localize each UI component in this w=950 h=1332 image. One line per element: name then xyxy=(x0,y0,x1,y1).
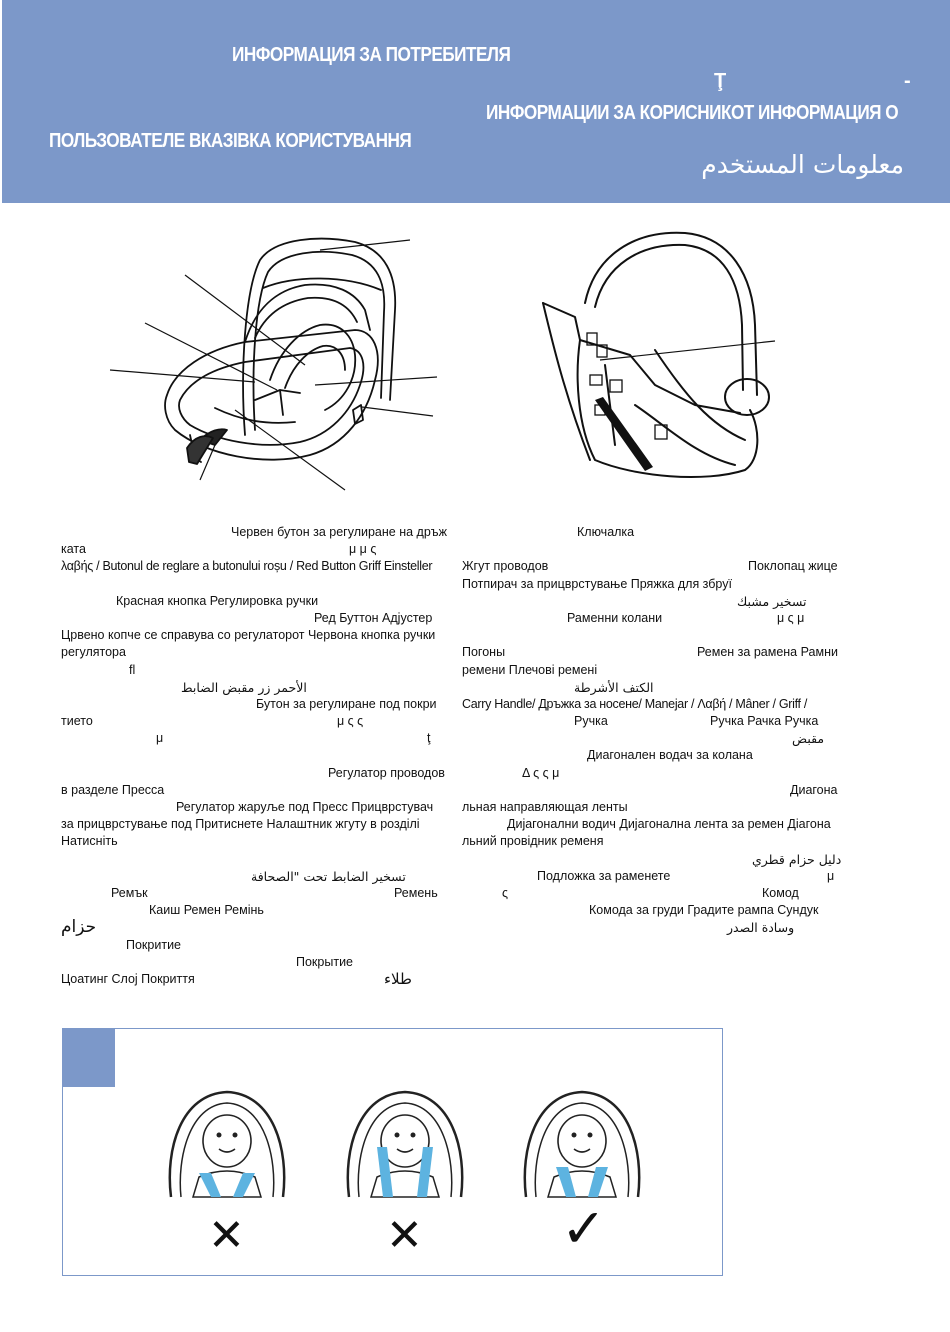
text-line xyxy=(462,885,847,902)
text-line-main: Красная кнопка Регулировка ручки xyxy=(116,593,319,608)
text-line xyxy=(462,644,847,661)
text-line xyxy=(61,576,446,593)
text-line xyxy=(462,576,847,593)
text-line-main: Ручка xyxy=(574,714,608,729)
text-line xyxy=(61,782,446,799)
text-line-extra: Поклопац жице xyxy=(748,559,838,574)
text-line-extra: طلاء xyxy=(384,969,412,988)
car-seat-front-illustration xyxy=(105,230,450,495)
text-line xyxy=(462,713,847,730)
text-line-main: حزام xyxy=(61,917,97,938)
text-line xyxy=(462,868,847,885)
text-line xyxy=(61,696,446,713)
text-line xyxy=(61,971,446,988)
header-mark-dash: - xyxy=(904,70,911,92)
text-line-main: Раменни колани xyxy=(567,610,663,625)
baby-strap-high-illustration xyxy=(341,1089,469,1199)
harness-figure-2 xyxy=(341,1089,469,1204)
text-line-main: تسخير مشبك xyxy=(737,593,807,609)
header-title-line1: ИНФОРМАЦИЯ ЗА ПОТРЕБИТЕЛЯ xyxy=(232,44,511,66)
text-line xyxy=(462,765,847,782)
text-line xyxy=(462,558,847,575)
text-line xyxy=(462,799,847,816)
text-line-main: fl xyxy=(129,662,136,677)
text-line xyxy=(61,679,446,696)
text-line-main: Бутон за регулиране под покри xyxy=(256,696,437,711)
text-line xyxy=(61,833,446,850)
text-line xyxy=(462,541,847,558)
text-line xyxy=(61,541,446,558)
text-line xyxy=(462,679,847,696)
text-line-main: Жгут проводов xyxy=(462,559,549,574)
text-line-main: ремени Плечові ремені xyxy=(462,662,598,677)
left-text-column xyxy=(61,524,446,988)
text-line-main: Ред Буттон Адјустер xyxy=(314,610,433,625)
text-line xyxy=(462,747,847,764)
text-line-main: ката xyxy=(61,542,86,557)
baby-strap-correct-illustration xyxy=(518,1089,646,1199)
text-line xyxy=(462,902,847,919)
text-line-main: льний провідник ременя xyxy=(462,834,604,849)
text-line xyxy=(462,730,847,747)
text-line-extra: Ремен за рамена Рамни xyxy=(697,645,838,660)
harness-fit-panel xyxy=(62,1028,723,1276)
text-line-extra: Ремень xyxy=(394,885,438,900)
text-line-main: ς xyxy=(502,885,509,900)
text-line-main: μ xyxy=(156,731,164,746)
text-line-main: Каиш Ремен Ремінь xyxy=(149,903,264,918)
text-line-main: Комода за груди Градите рампа Сундук xyxy=(589,903,819,918)
text-line-main: وسادة الصدر xyxy=(727,920,795,936)
text-line xyxy=(61,851,446,868)
right-text-column xyxy=(462,524,847,937)
baby-strap-wide-illustration xyxy=(163,1089,291,1199)
text-line xyxy=(462,593,847,610)
text-line-main: Регулатор жаруље под Пресс Прицврстувач xyxy=(176,800,434,814)
text-line-main: в разделе Пресса xyxy=(61,782,165,797)
text-line-main: тието xyxy=(61,714,93,729)
header-title-line2: ИНФОРМАЦИИ ЗА КОРИСНИКОТ ИНФОРМАЦИЯ О xyxy=(486,102,899,124)
text-line xyxy=(462,610,847,627)
text-line xyxy=(462,662,847,679)
text-line xyxy=(61,747,446,764)
text-line xyxy=(61,816,446,833)
text-line-main: الأحمر زر مقبض الضابط xyxy=(181,679,307,695)
text-line-main: за прицврстување под Притиснете Налаштник жгуту в розділі xyxy=(61,817,420,832)
text-line-main: الكتف الأشرطة xyxy=(574,679,654,695)
header-title-arabic: معلومات المستخدم xyxy=(701,150,904,179)
text-line-extra: Ручка Рачка Ручка xyxy=(710,714,819,729)
text-line xyxy=(61,524,446,541)
text-line xyxy=(61,558,446,575)
text-line xyxy=(462,816,847,833)
text-line-extra: μ ς ς xyxy=(337,714,364,729)
header-mark-t: Ţ xyxy=(714,70,726,92)
text-line xyxy=(61,799,446,816)
header-title-line3: ПОЛЬЗОВАТЕЛЕ ВКАЗІВКА КОРИСТУВАННЯ xyxy=(49,130,412,152)
text-line xyxy=(462,833,847,850)
text-line-main: Диагонален водач за колана xyxy=(587,748,753,763)
text-line xyxy=(61,765,446,782)
text-line xyxy=(61,627,446,644)
text-line-main: Ключалка xyxy=(577,525,635,539)
text-line-extra: ţ xyxy=(427,731,431,746)
text-line-extra: μ ς μ xyxy=(777,610,805,625)
text-line-main: Натисніть xyxy=(61,834,118,849)
text-line-main: Червен бутон за регулиране на дръж xyxy=(231,525,447,539)
text-line xyxy=(61,662,446,679)
text-line-extra: Комод xyxy=(762,885,799,900)
text-line-main: регулятора xyxy=(61,645,126,660)
text-line-main: دليل حزام قطري xyxy=(752,851,842,867)
text-line xyxy=(61,954,446,971)
harness-figure-1 xyxy=(163,1089,291,1204)
text-line xyxy=(61,644,446,661)
text-line-main: تسخير الضابط تحت "الصحافة xyxy=(251,868,406,884)
text-line-main: Црвено копче се справува со регулаторот Червона кнопка ручки xyxy=(61,628,436,643)
text-line xyxy=(462,782,847,799)
wrong-mark-1: ✕ xyxy=(208,1210,245,1261)
text-line xyxy=(462,524,847,541)
text-line-main: Carry Handle/ Дръжка за носене/ Manejar / Λαβή / Mâner / Griff / xyxy=(462,696,808,711)
text-line xyxy=(61,593,446,610)
text-line xyxy=(462,627,847,644)
text-line-main: Покрытие xyxy=(296,954,354,969)
text-line-main: λαβής / Butonul de reglare a butonului roșu / Red Button Griff Einsteller xyxy=(61,559,433,574)
text-line xyxy=(61,730,446,747)
text-line-main: Дијагонални водич Дијагонална лента за ремен Діагона xyxy=(507,817,831,832)
panel-tab-marker xyxy=(63,1029,115,1087)
text-line xyxy=(462,851,847,868)
text-line-main: Цоатинг Слој Покриття xyxy=(61,971,195,986)
text-line xyxy=(61,885,446,902)
text-line xyxy=(462,919,847,936)
text-line-extra: μ μ ς xyxy=(349,542,377,557)
text-line-main: Погоны xyxy=(462,645,506,660)
text-line xyxy=(61,868,446,885)
car-seat-side-illustration xyxy=(535,225,795,490)
text-line xyxy=(61,713,446,730)
text-line xyxy=(61,919,446,936)
text-line xyxy=(61,902,446,919)
text-line-main: Потпирач за прицврстување Пряжка для збруї xyxy=(462,576,732,591)
text-line xyxy=(61,937,446,954)
correct-mark: ✓ xyxy=(561,1197,607,1260)
header-banner xyxy=(2,0,950,203)
harness-figure-3 xyxy=(518,1089,646,1204)
text-line xyxy=(462,696,847,713)
text-line-main: مقبض xyxy=(792,731,825,747)
text-line-extra: μ xyxy=(827,868,835,883)
wrong-mark-2: ✕ xyxy=(386,1210,423,1261)
text-line-main: Подложка за раменете xyxy=(537,868,671,883)
text-line xyxy=(61,610,446,627)
text-line-main: Покритие xyxy=(126,937,181,952)
text-line-main: льная направляющая ленты xyxy=(462,800,628,814)
text-line-main: Δ ς ς μ xyxy=(522,765,560,780)
text-line-main: Регулатор проводов xyxy=(328,765,445,780)
text-line-main: Ремък xyxy=(111,885,148,900)
text-line-main: Диагона xyxy=(790,782,838,797)
